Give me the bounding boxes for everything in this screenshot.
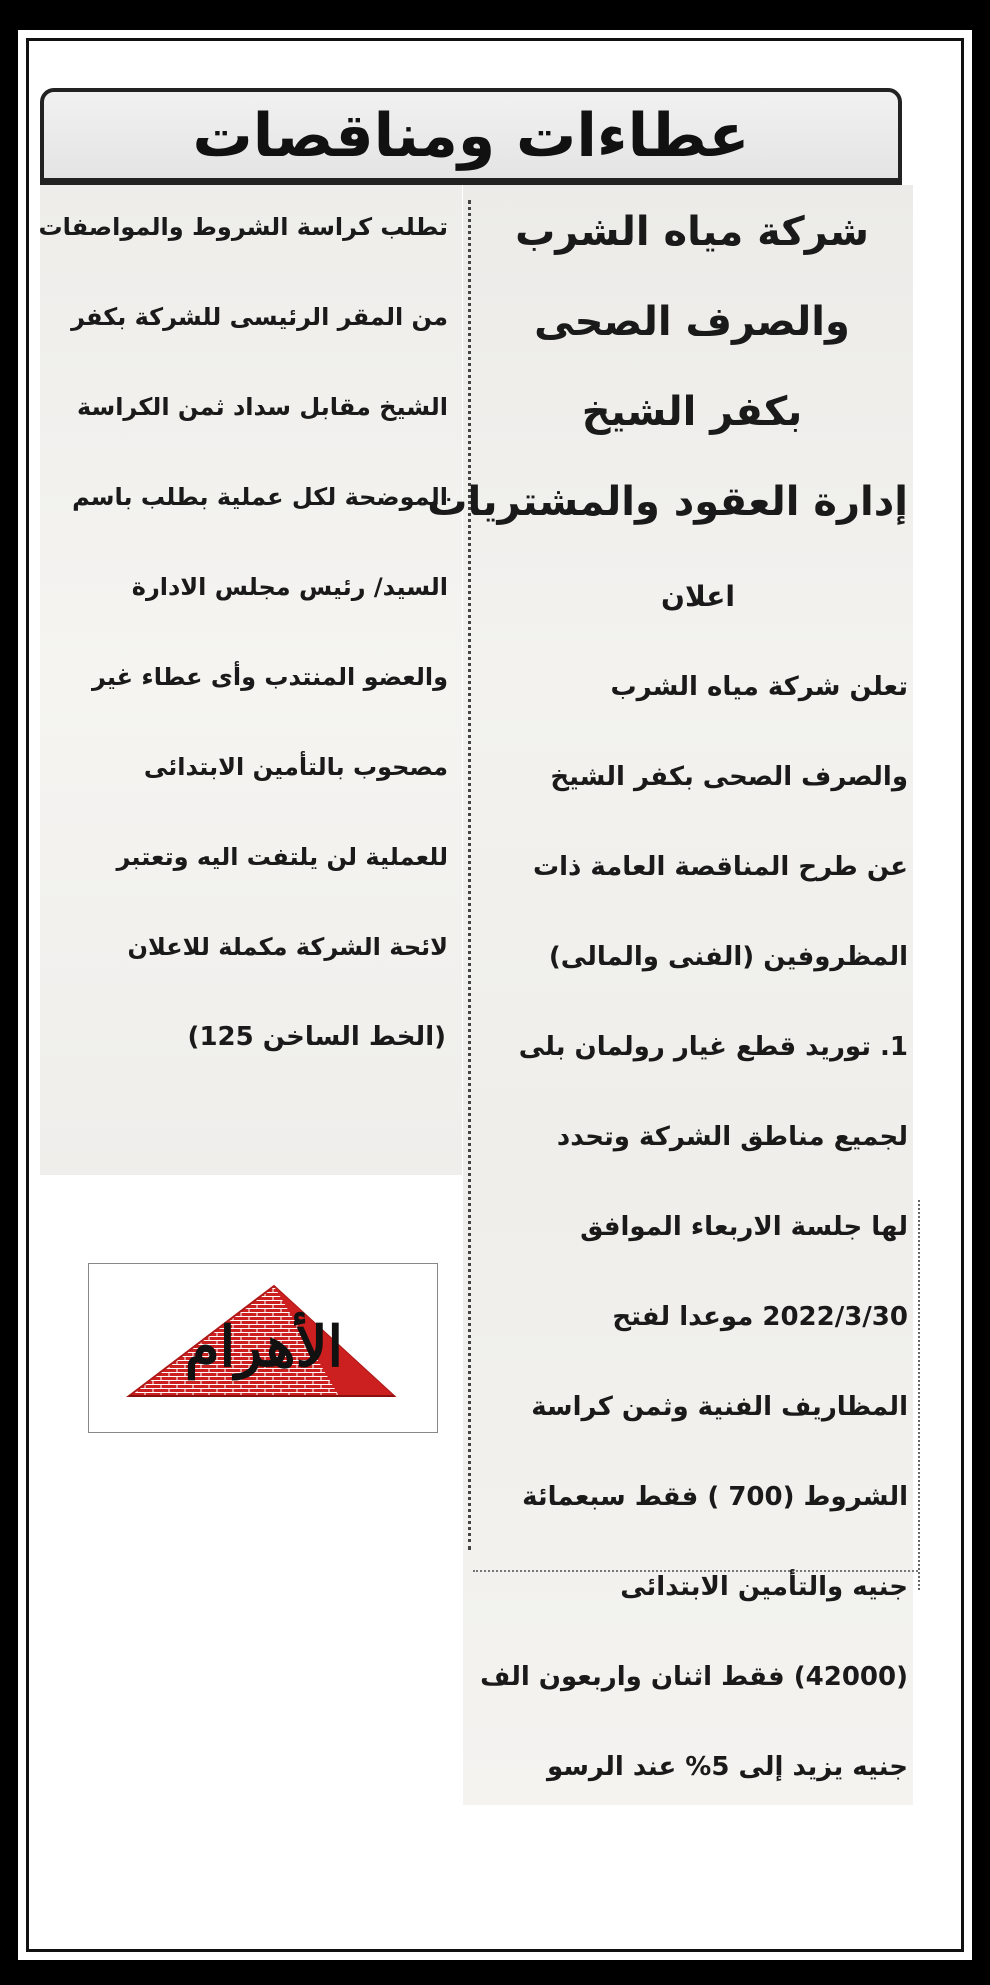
body-line: الشيخ مقابل سداد ثمن الكراسة (77, 393, 448, 421)
company-name-line-3: بكفر الشيخ (581, 389, 803, 435)
hotline-text: (الخط الساخن 125) (187, 1022, 446, 1052)
company-name-line-1: شركة مياه الشرب (515, 209, 869, 255)
body-line: لجميع مناطق الشركة وتحدد (556, 1122, 908, 1152)
body-line: تطلب كراسة الشروط والمواصفات (38, 213, 448, 241)
body-line: جنيه والتأمين الابتدائى (620, 1572, 908, 1602)
body-line: 2022/3/30 موعدا لفتح (612, 1302, 908, 1332)
body-line: الموضحة لكل عملية بطلب باسم (72, 483, 448, 511)
body-line: والصرف الصحى بكفر الشيخ (550, 762, 908, 792)
body-line: من المقر الرئيسى للشركة بكفر (71, 303, 448, 331)
section-title: عطاءات ومناقصات (192, 101, 750, 171)
body-line: السيد/ رئيس مجلس الادارة (131, 573, 448, 601)
body-line: مصحوب بالتأمين الابتدائى (143, 753, 448, 781)
body-line: تعلن شركة مياه الشرب (610, 672, 908, 702)
section-banner (40, 88, 902, 182)
body-line: جنيه يزيد إلى 5% عند الرسو (547, 1752, 908, 1782)
body-line: والعضو المنتدب وأى عطاء غير (91, 663, 448, 691)
body-line: المظروفين (الفنى والمالى) (548, 942, 908, 972)
announcement-column-right (427, 209, 908, 1840)
body-line: للعملية لن يلتفت اليه وتعتبر (116, 843, 448, 871)
company-name-line-2: والصرف الصحى (534, 299, 850, 345)
body-line: لها جلسة الاربعاء الموافق (580, 1212, 908, 1242)
body-line: لائحة الشركة مكملة للاعلان (127, 933, 448, 961)
ad-border-right (918, 1200, 920, 1590)
column-divider (468, 200, 471, 1550)
logo-wordmark: الأهرام (184, 1314, 344, 1380)
newspaper-page (18, 30, 972, 1960)
announcement-heading: اعلان (661, 580, 735, 613)
body-line: المظاريف الفنية وثمن كراسة (531, 1392, 908, 1422)
body-line: (42000) فقط اثنان واربعون الف (480, 1662, 908, 1692)
body-line: الشروط (700 ) فقط سبعمائة (522, 1482, 908, 1512)
announcement-column-left (38, 210, 458, 1054)
department-name: إدارة العقود والمشتريات (427, 479, 908, 525)
body-line: عن طرح المناقصة العامة ذات (532, 852, 908, 882)
body-line: 1. توريد قطع غيار رولمان بلى (518, 1032, 908, 1062)
al-ahram-logo (88, 1263, 438, 1433)
banner-underline (40, 182, 902, 185)
